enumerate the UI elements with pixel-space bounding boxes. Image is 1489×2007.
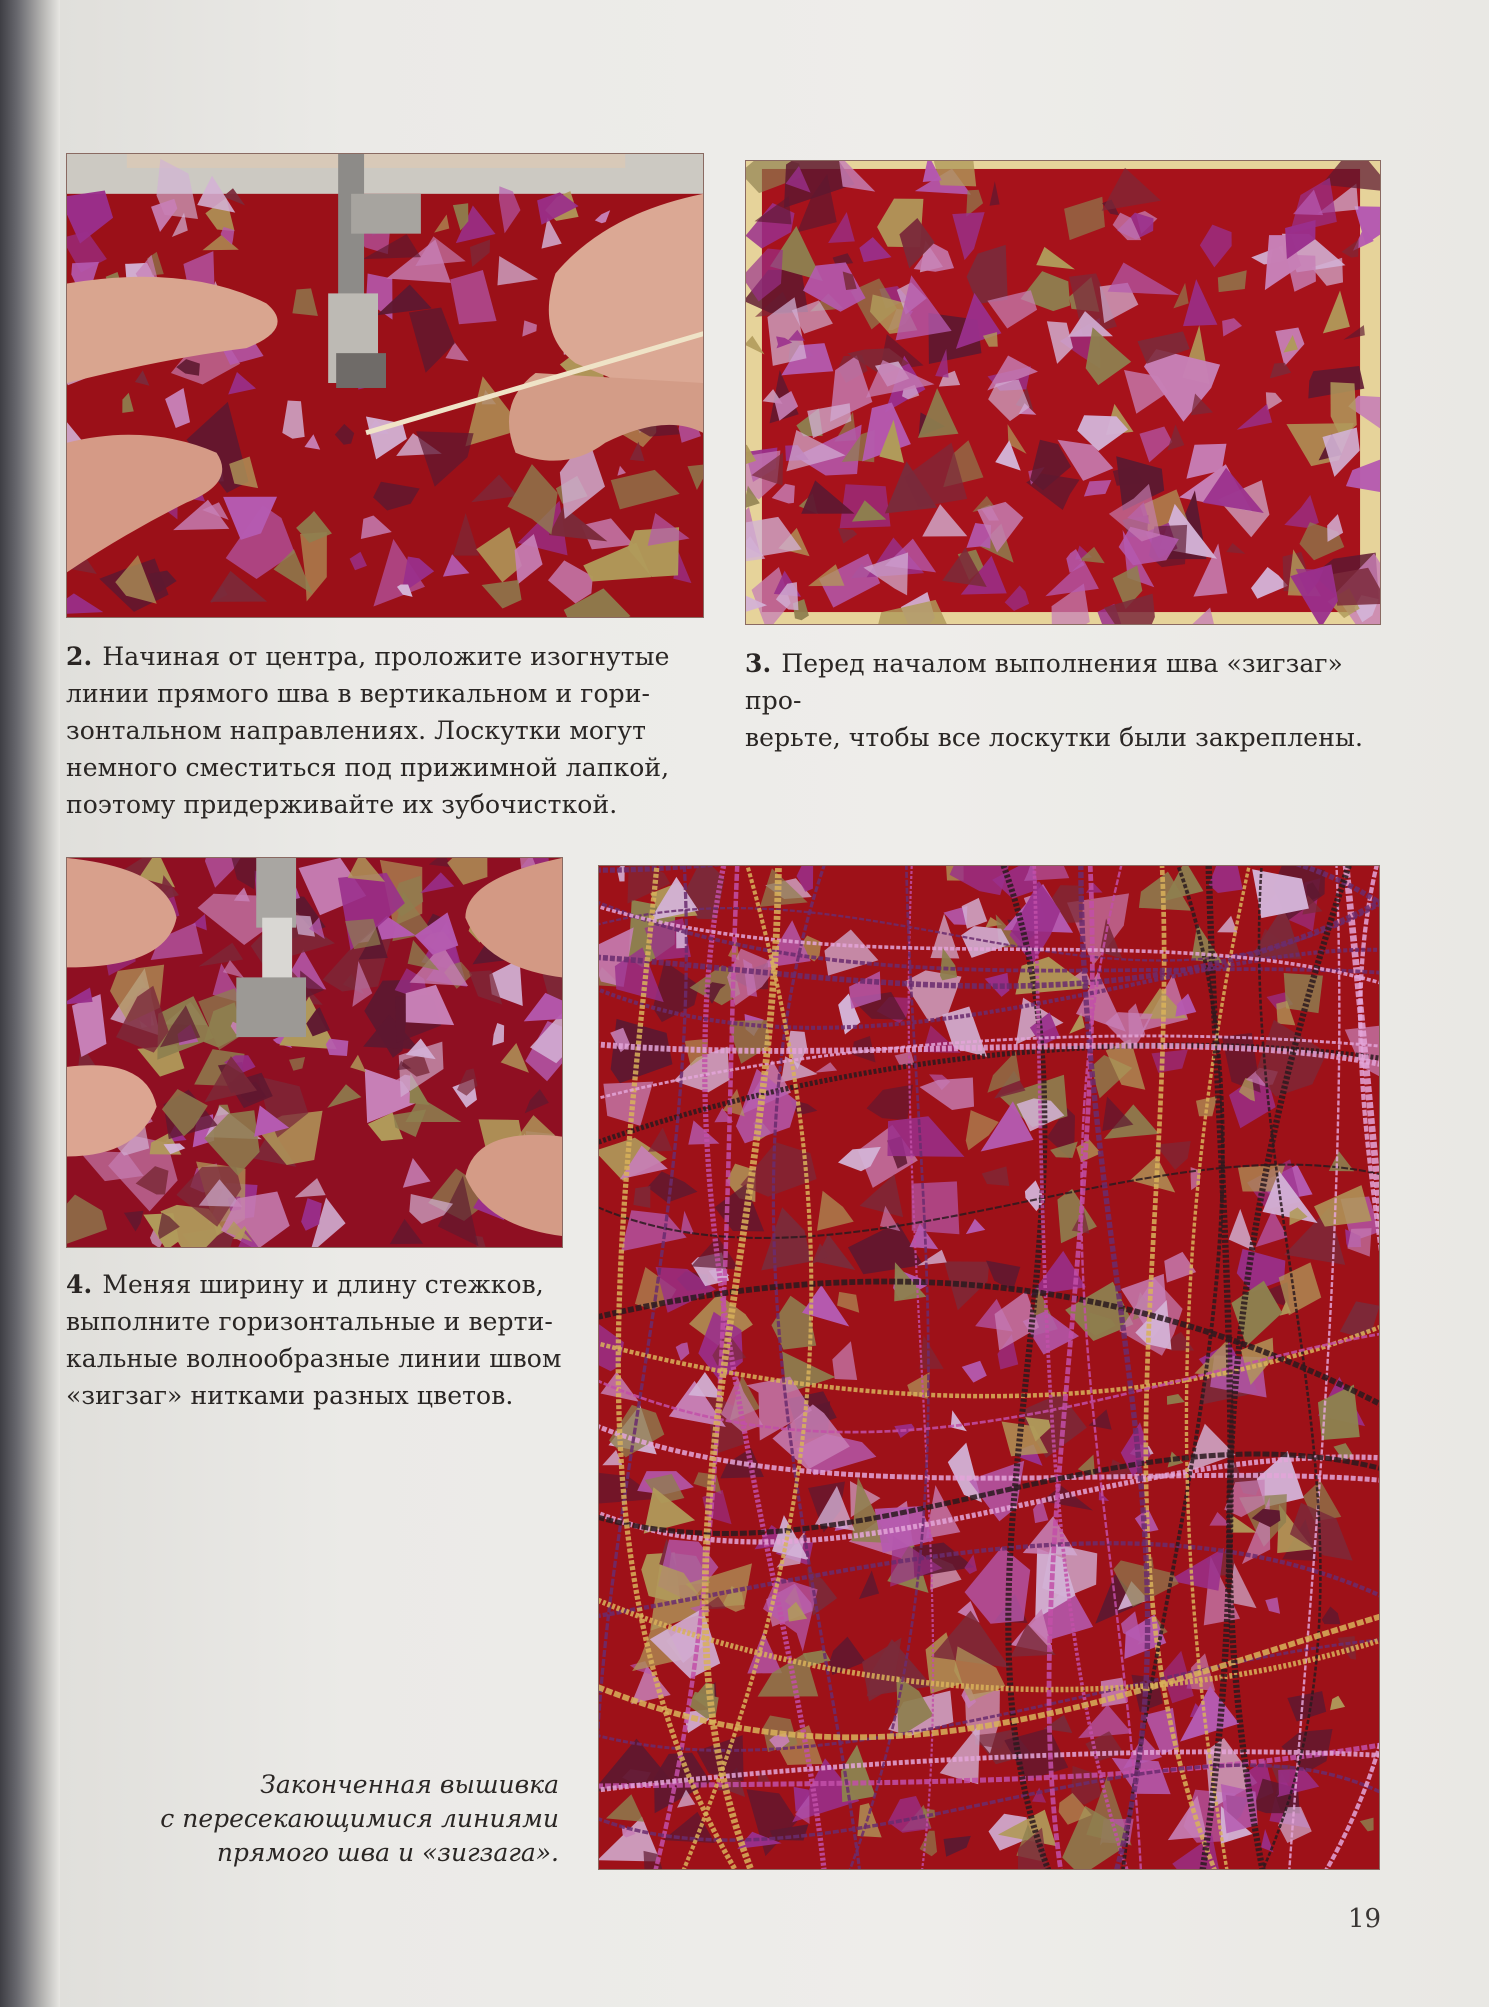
finished-embroidery-caption	[139, 1768, 559, 1870]
step-3-caption	[745, 645, 1385, 756]
step-2-line-1: Начиная от центра, проложите изогнутые	[102, 642, 670, 671]
step-4-line-4: «зигзаг» нитками разных цветов.	[66, 1381, 514, 1410]
finished-caption-line-2: с пересекающимися линиями	[160, 1804, 559, 1833]
step-2-caption	[66, 638, 706, 823]
step-2-line-4: немного сместиться под прижимной лапкой,	[66, 753, 670, 782]
finished-caption-line-1: Законченная вышивка	[260, 1770, 559, 1799]
step-4-number: 4.	[66, 1270, 93, 1299]
step-3-line-2: верьте, чтобы все лоскутки были закреплены.	[745, 723, 1364, 752]
step-4-line-2: выполните горизонтальные и верти-	[66, 1307, 553, 1336]
step-4-photo	[66, 857, 563, 1248]
step-3-line-1: Перед началом выполнения шва «зигзаг» про-	[745, 649, 1343, 715]
step-2-line-5: поэтому придерживайте их зубочисткой.	[66, 790, 618, 819]
step-4-line-3: кальные волнообразные линии швом	[66, 1344, 562, 1373]
step-3-number: 3.	[745, 649, 772, 678]
step-2-number: 2.	[66, 642, 93, 671]
step-4-line-1: Меняя ширину и длину стежков,	[102, 1270, 544, 1299]
book-binding-shadow	[0, 0, 60, 2007]
finished-embroidery-photo	[598, 865, 1380, 1870]
page-number: 19	[1348, 1904, 1382, 1934]
step-2-line-3: зонтальном направлениях. Лоскутки могут	[66, 716, 647, 745]
step-3-photo	[745, 160, 1381, 625]
step-2-photo	[66, 153, 704, 618]
finished-caption-line-3: прямого шва и «зигзага».	[216, 1838, 559, 1867]
step-2-line-2: линии прямого шва в вертикальном и гори-	[66, 679, 651, 708]
step-4-caption	[66, 1266, 576, 1414]
